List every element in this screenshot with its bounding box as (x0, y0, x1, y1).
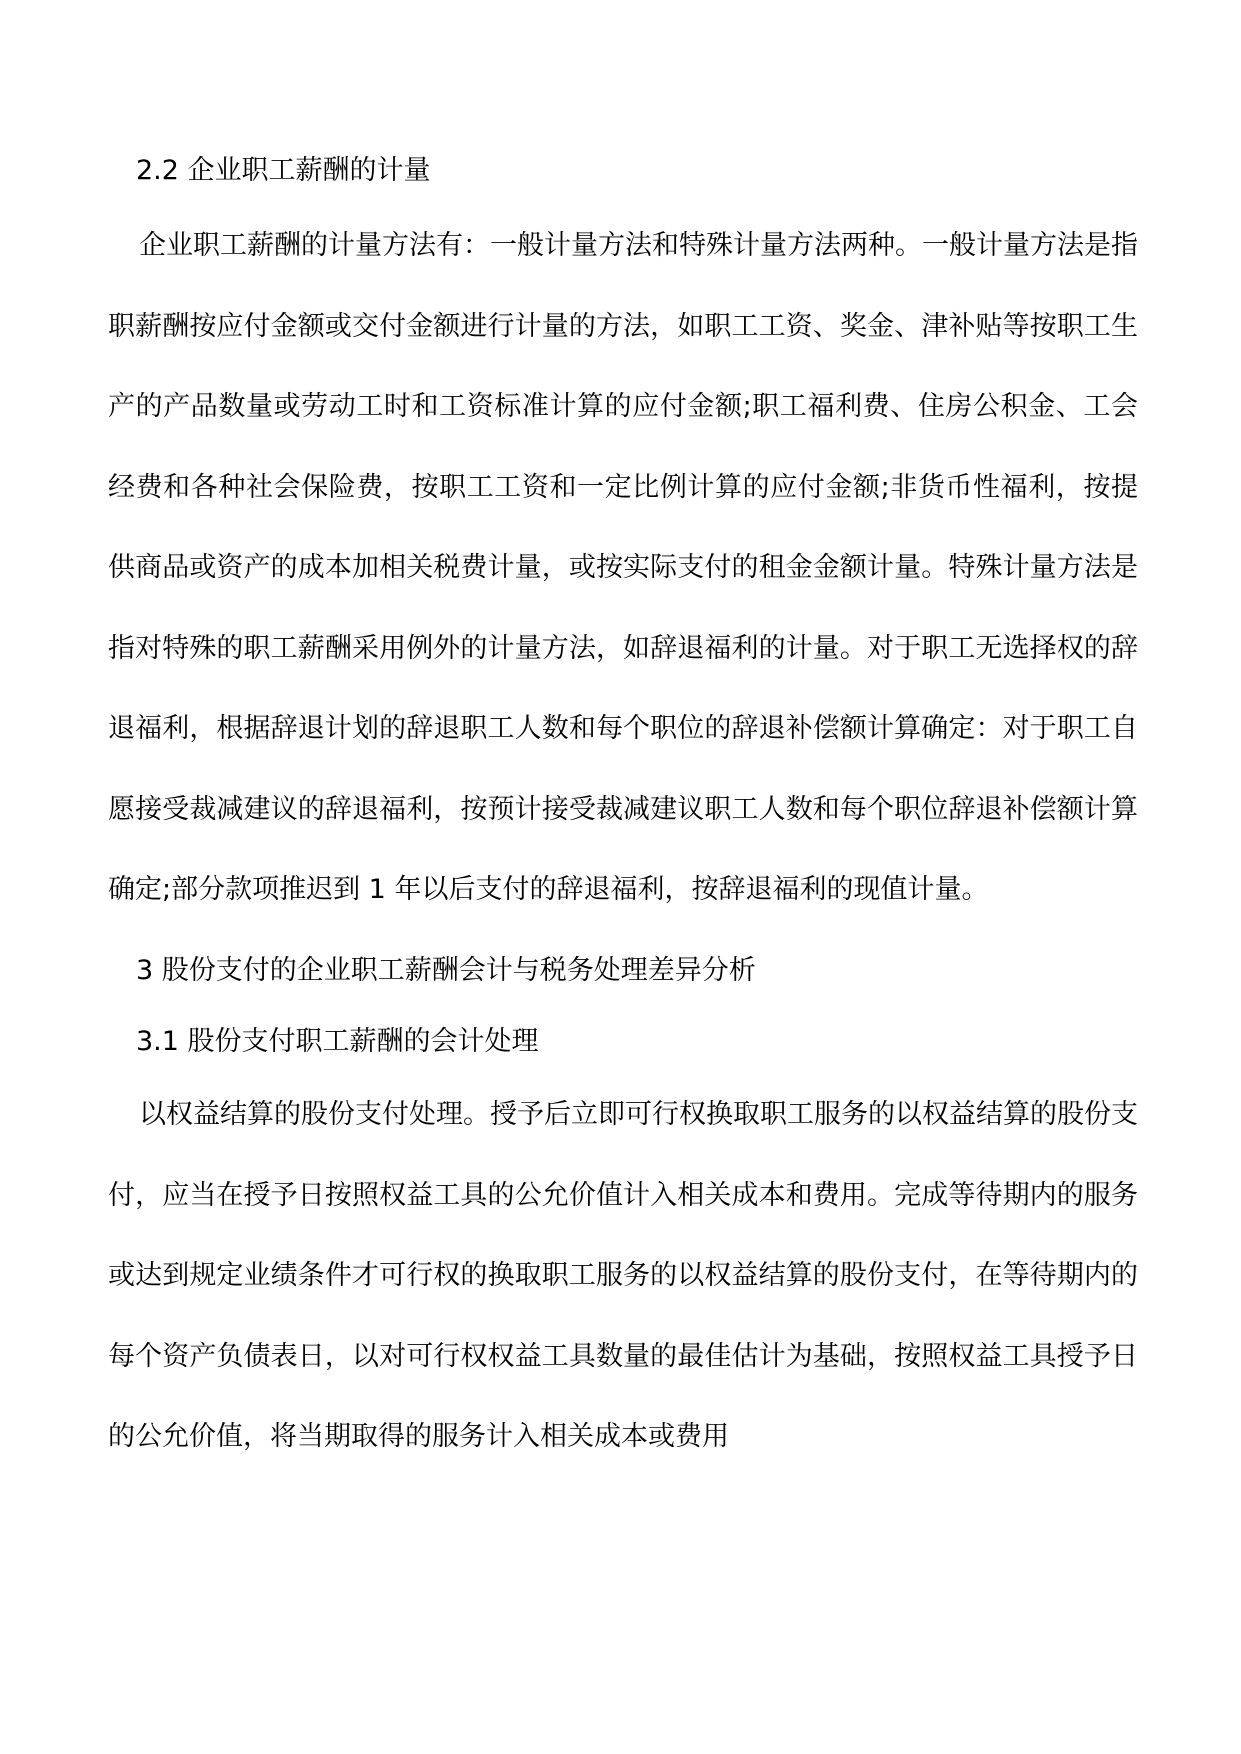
section-heading-3: 3 股份支付的企业职工薪酬会计与税务处理差异分析 (136, 955, 756, 986)
paragraph-measurement-methods: 企业职工薪酬的计量方法有：一般计量方法和特殊计量方法两种。一般计量方法是指职薪酬按应付金额或交付金额进行计量的方法，如职工工资、奖金、津补贴等按职工生产的产品数量或劳动工时和工资标准计算的应付金额;职工福利费、住房公积金、工会经费和各种社会保险费，按职工工资和一定比例计算的应付金额;非货币性福利，按提供商品或资产的成本加相关税费计量，或按实际支付的租金金额计量。特殊计量方法是指对特殊的职工薪酬采用例外的计量方法，如辞退福利的计量。对于职工无选择权的辞退福利，根据辞退计划的辞退职工人数和每个职位的辞退补偿额计算确定：对于职工自愿接受裁减建议的辞退福利，按预计接受裁减建议职工人数和每个职位辞退补偿额计算确定;部分款项推迟到 1 年以后支付的辞退福利，按辞退福利的现值计量。 (108, 230, 1138, 905)
paragraph-equity-settled-payment: 以权益结算的股份支付处理。授予后立即可行权换取职工服务的以权益结算的股份支付，应当在授予日按照权益工具的公允价值计入相关成本和费用。完成等待期内的服务或达到规定业绩条件才可行权的换取职工服务的以权益结算的股份支付，在等待期内的每个资产负债表日，以对可行权权益工具数量的最佳估计为基础，按照权益工具授予日的公允价值，将当期取得的服务计入相关成本或费用 (108, 1099, 1138, 1452)
document-page (108, 0, 1138, 1754)
section-heading-3-1: 3.1 股份支付职工薪酬的会计处理 (136, 1026, 539, 1057)
section-heading-2-2: 2.2 企业职工薪酬的计量 (136, 155, 431, 186)
